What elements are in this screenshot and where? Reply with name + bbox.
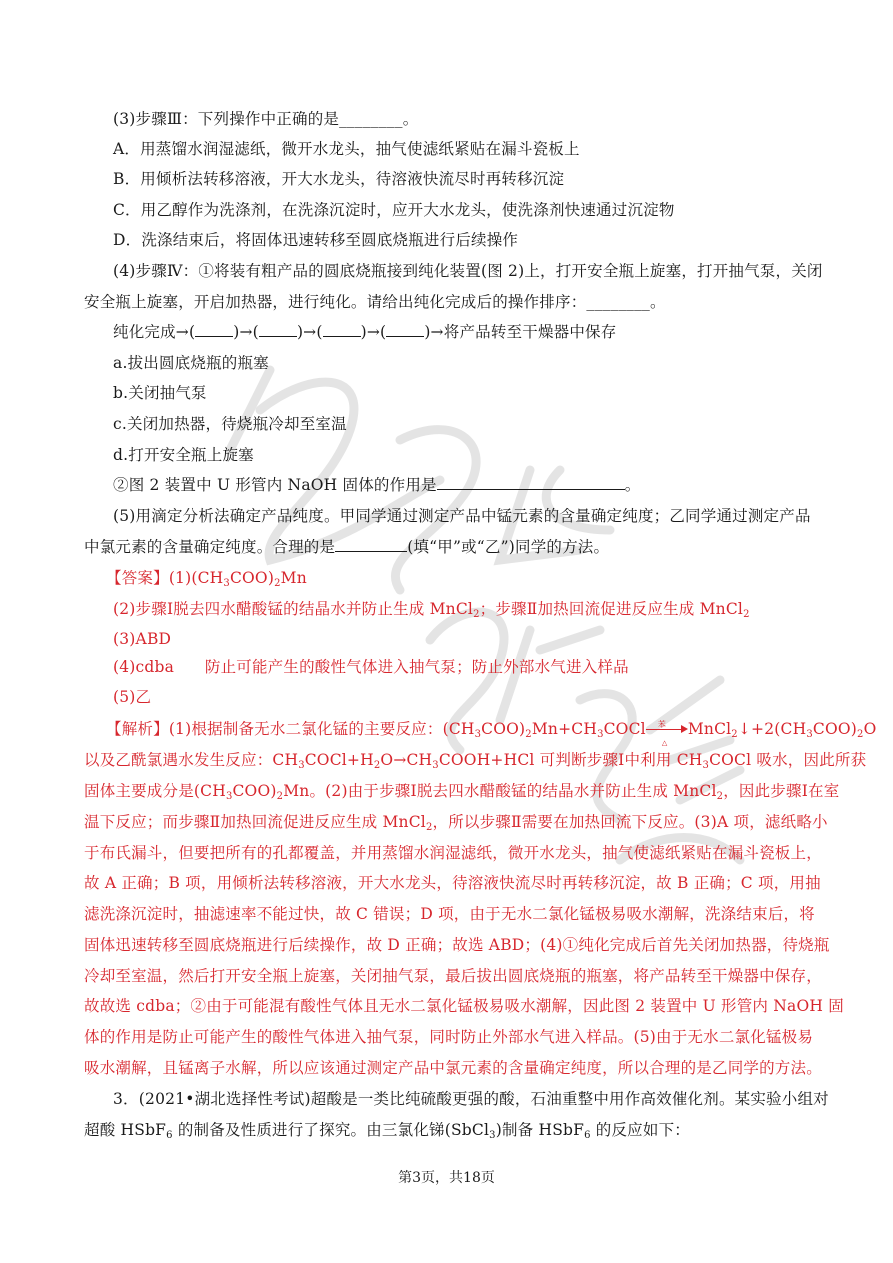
sub-2: 2	[743, 609, 750, 620]
analysis-4a: 温下反应；而步骤Ⅱ加热回流促进反应生成 MnCl	[84, 813, 426, 831]
analysis-2c: O→CH	[380, 751, 433, 769]
seq-blank-4	[386, 322, 424, 337]
q-next-2a: 超酸 HSbF	[84, 1121, 167, 1139]
sub-6: 6	[166, 1130, 173, 1141]
answer-blank	[335, 537, 407, 552]
sub-3: 3	[489, 1130, 496, 1141]
q5-line2	[84, 536, 814, 558]
sub-2: 2	[525, 729, 532, 740]
q4-part2-end: 。	[624, 476, 641, 494]
answer-label: 【答案】	[106, 569, 169, 587]
analysis-2d: COOH+HCl 可判断步骤Ⅰ中利用 CH	[438, 751, 703, 769]
analysis-2b: COCl+H	[304, 751, 374, 769]
sub-2: 2	[857, 729, 864, 740]
analysis-line1	[106, 718, 877, 747]
sub-3: 3	[225, 791, 233, 802]
seq-sep-3: )→(	[360, 323, 387, 341]
analysis-line9: 冷却至室温，然后打开安全瓶上旋塞，关闭抽气泵，最后拔出圆底烧瓶的瓶塞，将产品转至干燥器中保存，	[84, 967, 822, 985]
answer-1a: (1)(CH	[168, 569, 224, 587]
analysis-3a: 固体主要成分是(CH	[84, 782, 226, 800]
analysis-line6: 故 A 正确；B 项，用倾析法转移溶液，开大水龙头，待溶液快流尽时再转移沉淀，故 B 正确；C 项，用抽	[84, 874, 821, 892]
q3-option-a: A．用蒸馏水润湿滤纸，微开水龙头，抽气使滤纸紧贴在漏斗瓷板上	[113, 140, 580, 158]
q-next-2d: 的反应如下：	[590, 1121, 690, 1139]
analysis-line11: 体的作用是防止可能产生的酸性气体进入抽气泵，同时防止外部水气进入样品。(5)由于无水二氯化锰极易	[84, 1028, 814, 1046]
seq-start: 纯化完成→(	[113, 323, 196, 341]
q3-option-b: B．用倾析法转移溶液，开大水龙头，待溶液快流尽时再转移沉淀	[113, 170, 565, 188]
coo: COO)	[812, 720, 858, 738]
q4-step-c: c.关闭加热器，待烧瓶冷却至室温	[113, 415, 347, 433]
answer-line1	[106, 567, 836, 589]
analysis-3c: ，因此步骤Ⅰ在室	[723, 782, 840, 800]
sub-3: 3	[432, 760, 439, 771]
sub-3: 3	[806, 729, 813, 740]
sub-2: 2	[373, 760, 381, 771]
answer-blank	[437, 475, 625, 490]
analysis-4b: ，所以步骤Ⅱ需要在加热回流下反应。(3)A 项，滤纸略小	[432, 813, 828, 831]
q4-line2: 安全瓶上旋塞，开启加热器，进行纯化。请给出纯化完成后的操作排序：________。	[84, 293, 666, 311]
analysis-3b: Mn。(2)由于步骤Ⅰ脱去四水醋酸锰的结晶水并防止生成 MnCl	[283, 782, 717, 800]
q3-option-d: D．洗涤结束后，将固体迅速转移至圆底烧瓶进行后续操作	[113, 231, 519, 249]
sub-3: 3	[298, 760, 305, 771]
answer-line2	[113, 598, 843, 620]
q-next-line1: 3．(2021•湖北选择性考试)超酸是一类比纯硫酸更强的酸，石油重整中用作高效催化剂。某实验小组对	[113, 1090, 829, 1108]
sub-2: 2	[731, 729, 738, 740]
answer-1b: Mn	[280, 569, 307, 587]
q-next-2b: 的制备及性质进行了探究。由三氯化锑(SbCl	[172, 1121, 490, 1139]
reaction-arrow	[646, 720, 688, 747]
sub-2: 2	[274, 578, 281, 589]
sub-3: 3	[474, 729, 482, 740]
answer-line4: (4)cdba 防止可能产生的酸性气体进入抽气泵；防止外部水气进入样品	[113, 658, 629, 676]
q4-step-d: d.打开安全瓶上旋塞	[113, 446, 254, 464]
analysis-1f: O	[863, 720, 877, 738]
q4-part2	[113, 474, 843, 496]
page-footer: 第3页，共18页	[398, 1170, 495, 1186]
analysis-line12: 吸水潮解，且锰离子水解，所以应该通过测定产品中氯元素的含量确定纯度，所以合理的是乙同学的方法。	[84, 1059, 822, 1077]
coo: COO)	[232, 782, 277, 800]
q4-sequence	[113, 321, 843, 343]
sub-3: 3	[597, 729, 604, 740]
analysis-label: 【解析】	[106, 720, 169, 738]
analysis-1e: ↓+2(CH	[737, 720, 807, 738]
sub-3: 3	[702, 760, 710, 771]
analysis-line10: 故故选 cdba；②由于可能混有酸性气体且无水二氯化锰极易吸水潮解，因此图 2 装置中 U 形管内 NaOH 固	[84, 997, 844, 1015]
analysis-1b: Mn+CH	[531, 720, 598, 738]
analysis-2e: COCl 吸水，因此所获	[709, 751, 867, 769]
q5-line2-text: 中氯元素的含量确定纯度。合理的是	[84, 538, 336, 556]
seq-blank-3	[323, 322, 361, 337]
coo: COO)	[481, 720, 526, 738]
answer-line5: (5)乙	[113, 688, 152, 706]
q5-line1: (5)用滴定分析法确定产品纯度。甲同学通过测定产品中锰元素的含量确定纯度；乙同学通过测定产品	[113, 507, 811, 525]
seq-blank-2	[259, 322, 297, 337]
answer-2a: (2)步骤Ⅰ脱去四水醋酸锰的结晶水并防止生成 MnCl	[113, 600, 474, 618]
q3-prompt: (3)步骤Ⅲ：下列操作中正确的是________。	[113, 110, 419, 128]
q5-line2-end: (填“甲”或“乙”)同学的方法。	[407, 538, 610, 556]
arrow-condition: 苯	[657, 720, 667, 729]
q-next-2c: )制备 HSbF	[495, 1121, 585, 1139]
q4-step-a: a.拔出圆底烧瓶的瓶塞	[113, 354, 269, 372]
answer-2b: ；步骤Ⅱ加热回流促进反应生成 MnCl	[479, 600, 744, 618]
q-next-line2	[84, 1119, 814, 1141]
answer-1coo: COO)	[229, 569, 275, 587]
sub-2: 2	[276, 791, 284, 802]
sub-2: 2	[473, 609, 480, 620]
analysis-1c: COCl	[603, 720, 646, 738]
answer-line3: (3)ABD	[113, 630, 172, 648]
seq-sep-2: )→(	[296, 323, 323, 341]
analysis-line3	[84, 780, 840, 802]
seq-end: )→将产品转至干燥器中保存	[424, 323, 617, 341]
analysis-line8: 固体迅速转移至圆底烧瓶进行后续操作，故 D 正确；故选 ABD；(4)①纯化完成后首先关闭加热器，待烧瓶	[84, 936, 830, 954]
analysis-2a: 以及乙酰氯遇水发生反应：CH	[84, 751, 299, 769]
sub-6: 6	[584, 1130, 591, 1141]
analysis-line4	[84, 811, 828, 833]
seq-sep-1: )→(	[233, 323, 259, 341]
q4-part2-text: ②图 2 装置中 U 形管内 NaOH 固体的作用是	[113, 476, 437, 494]
q3-option-c: C．用乙醇作为洗涤剂，在洗涤沉淀时，应开大水龙头，使洗涤剂快速通过沉淀物	[113, 201, 675, 219]
analysis-1a: (1)根据制备无水二氯化锰的主要反应：(CH	[168, 720, 475, 738]
sub-2: 2	[425, 822, 433, 833]
analysis-line2	[84, 749, 867, 771]
analysis-1d: MnCl	[687, 720, 732, 738]
analysis-line7: 滤洗涤沉淀时，抽滤速率不能过快，故 C 错误；D 项，由于无水二氯化锰极易吸水潮解，洗涤结束后，将	[84, 905, 815, 923]
analysis-line5: 于布氏漏斗，但要把所有的孔都覆盖，并用蒸馏水润湿滤纸，微开水龙头，抽气使滤纸紧贴在漏斗瓷板上，	[84, 844, 822, 862]
seq-blank-1	[195, 322, 233, 337]
sub-2: 2	[716, 791, 724, 802]
q4-line1: (4)步骤Ⅳ：①将装有粗产品的圆底烧瓶接到纯化装置(图 2)上，打开安全瓶上旋塞，打开抽气泵，关闭	[113, 262, 823, 280]
sub-3: 3	[223, 578, 230, 589]
heat-symbol: △	[661, 739, 668, 747]
q4-step-b: b.关闭抽气泵	[113, 384, 207, 402]
